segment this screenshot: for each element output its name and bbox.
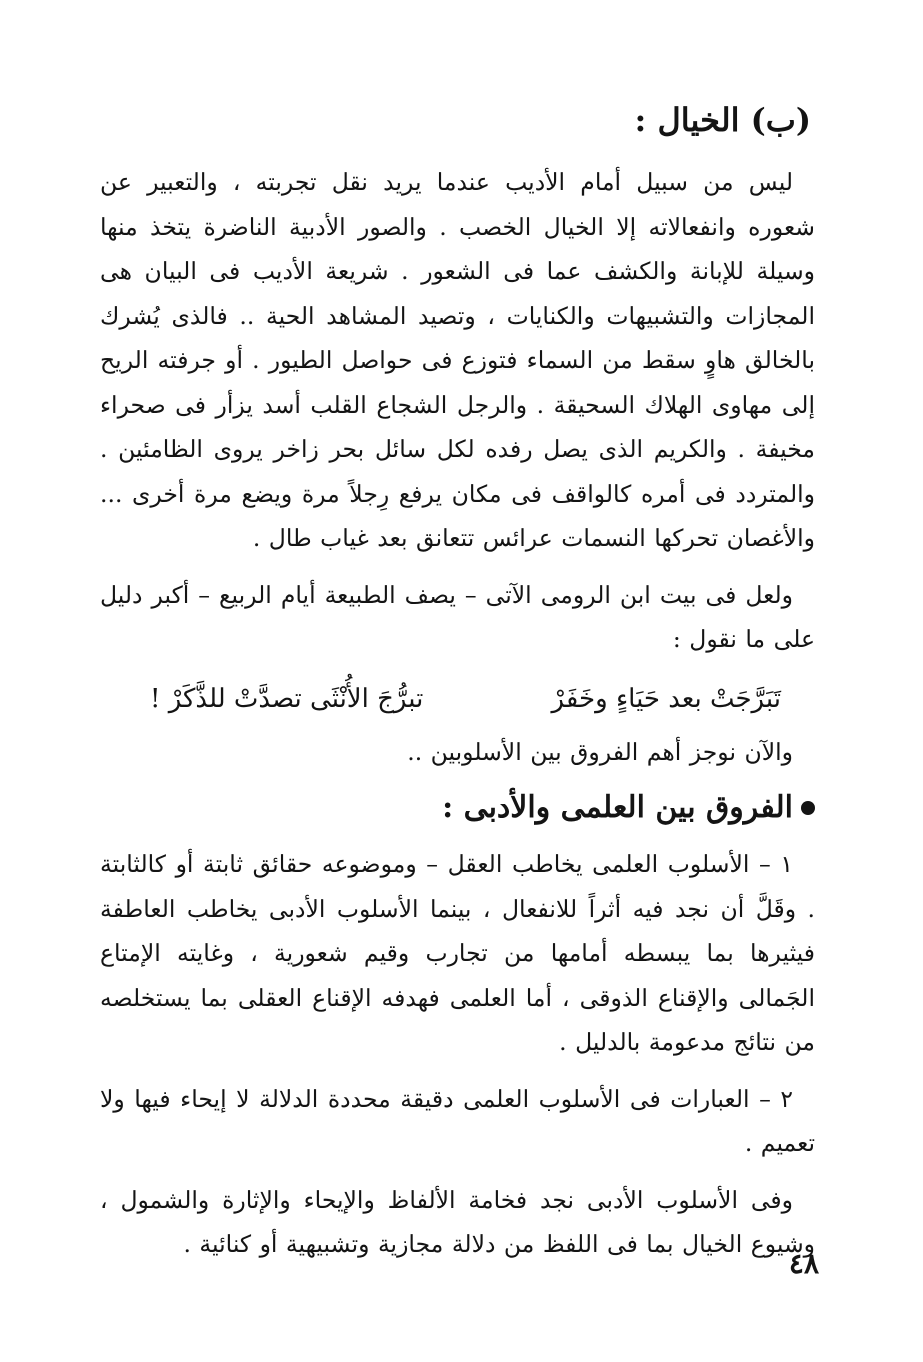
paragraph-literary-style: وفى الأسلوب الأدبى نجد فخامة الألفاظ والإيحاء والإثارة والشمول ، وشيوع الخيال بما فى اللفظ من دلالة مجازية وتشبيهية أو كنائية .	[100, 1185, 815, 1258]
point-one: ١ – الأسلوب العلمى يخاطب العقل – وموضوعه حقائق ثابتة أو كالثابتة . وقَلَّ أن نجد فيه أثراً للانفعال ، بينما الأسلوب الأدبى يخاطب العاطفة فيثيرها بما يبسطه أمامها من تجارب وقيم شعورية ، وغايته الإمتاع الجَمالى والإقناع الذوقى ، أما العلمى فهدفه الإقناع العقلى بما يستخلصه من نتائج مدعومة بالدليل .	[100, 850, 815, 1056]
differences-subheading-text: الفروق بين العلمى والأدبى :	[442, 790, 793, 825]
verse-second-hemistich: تبرُّجَ الأُنْثَى تصدَّتْ للذَّكَرْ !	[150, 683, 424, 714]
paragraph-imagination: ليس من سبيل أمام الأديب عندما يريد نقل تجربته ، والتعبير عن شعوره وانفعالاته إلا الخيال الخصب . والصور الأدبية الناضرة يتخذ منها وسيلة للإبانة والكشف عما فى الشعور . شريعة الأديب فى البيان هى المجازات والتشبيهات والكنايات ، وتصيد المشاهد الحية .. فالذى يُشرك بالخالق هاوٍ سقط من السماء فتوزع فى حواصل الطيور . أو جرفته الريح إلى مهاوى الهلاك السحيقة . والرجل الشجاع القلب أسد يزأر فى صحراء مخيفة . والكريم الذى يصل رفده لكل سائل بحر زاخر يروى الظامئين . والمتردد فى أمره كالواقف فى مكان يرفع رِجلاً مرة ويضع مرة أخرى ... والأغصان تحركها النسمات عرائس تتعانق بعد غياب طال .	[100, 168, 815, 552]
section-heading: (ب) الخيال :	[634, 101, 811, 139]
poetry-verse	[150, 674, 781, 724]
verse-first-hemistich: تَبَرَّجَتْ بعد حَيَاءٍ وخَفَرْ	[551, 683, 781, 714]
differences-subheading	[100, 786, 815, 830]
point-two: ٢ – العبارات فى الأسلوب العلمى دقيقة محددة الدلالة لا إيحاء فيها ولا تعميم .	[100, 1084, 815, 1157]
bullet-icon	[801, 801, 815, 815]
page-number: ٤٨	[788, 1247, 819, 1280]
paragraph-verse-intro: ولعل فى بيت ابن الرومى الآتى – يصف الطبيعة أيام الربيع – أكبر دليل على ما نقول :	[100, 580, 815, 653]
paragraph-transition: والآن نوجز أهم الفروق بين الأسلوبين ..	[407, 737, 793, 766]
